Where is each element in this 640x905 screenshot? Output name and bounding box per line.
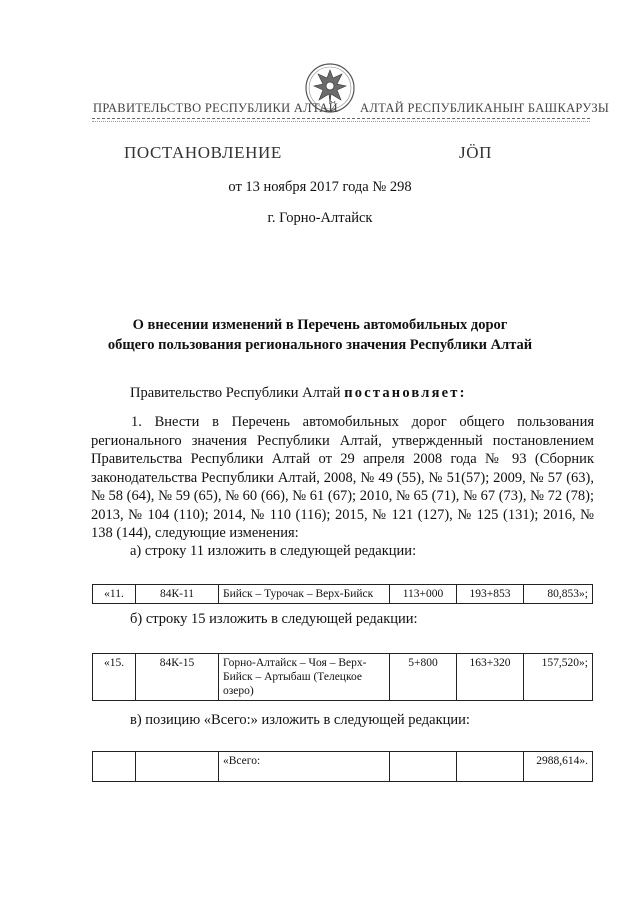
sub-item-c: в) позицию «Всего:» изложить в следующей редакции:	[130, 712, 470, 728]
title-line-1: О внесении изменений в Перечень автомобильных дорог	[132, 317, 508, 333]
cell-length: 157,520»;	[524, 654, 593, 701]
intro-text: Правительство Республики Алтай	[130, 385, 345, 401]
cell-code: 84К-15	[136, 654, 219, 701]
table-row	[93, 752, 593, 782]
cell-road-name: «Всего:	[219, 752, 390, 782]
header-divider	[92, 118, 590, 119]
cell-length: 2988,614».	[524, 752, 593, 782]
cell-length: 80,853»;	[524, 585, 593, 604]
intro-decree-word: постановляет:	[344, 385, 467, 401]
doc-type-russian: ПОСТАНОВЛЕНИЕ	[124, 143, 282, 162]
document-city: г. Горно-Алтайск	[267, 210, 373, 226]
title-line-2: общего пользования регионального значения Республики Алтай	[107, 337, 533, 353]
cell-end-km	[457, 752, 524, 782]
table-row	[93, 654, 593, 701]
document-title	[60, 315, 580, 355]
cell-code: 84К-11	[136, 585, 219, 604]
header-right-text: АЛТАЙ РЕСПУБЛИКАНЫҤ БАШКАРУЗЫ	[360, 101, 610, 115]
sub-item-a: а) строку 11 изложить в следующей редакции:	[130, 543, 417, 559]
paragraph-1: 1. Внести в Перечень автомобильных дорог общего пользования регионального значения Республики Алтай, утвержденный постановлением Правительства Республики Алтай от 29 апреля 2008 года № 93 (Сборник законодательства Республики Алтай, 2008, № 49 (55), № 51(57); 2009, № 57 (63), № 58 (64), № 59 (65), № 60 (66), № 61 (67); 2010, № 65 (71), № 67 (73), № 72 (78); 2013, № 104 (110); 2014, № 110 (116); 2015, № 121 (127), № 125 (131); 2016, № 138 (144), следующие изменения:	[91, 414, 594, 541]
cell-road-name: Горно-Алтайск – Чоя – Верх-Бийск – Артыбаш (Телецкое озеро)	[219, 654, 390, 701]
intro-line	[130, 385, 467, 402]
header-divider-secondary	[92, 121, 590, 122]
cell-end-km: 193+853	[457, 585, 524, 604]
table-row	[93, 585, 593, 604]
table-row-11	[92, 584, 593, 604]
cell-number: «11.	[93, 585, 136, 604]
cell-code	[136, 752, 219, 782]
table-row-total	[92, 751, 593, 782]
cell-end-km: 163+320	[457, 654, 524, 701]
cell-number: «15.	[93, 654, 136, 701]
doc-type-altai: ЈӦП	[459, 143, 492, 162]
sub-item-b: б) строку 15 изложить в следующей редакции:	[130, 611, 418, 627]
header-left-text: ПРАВИТЕЛЬСТВО РЕСПУБЛИКИ АЛТАЙ	[93, 101, 338, 115]
cell-start-km: 5+800	[390, 654, 457, 701]
cell-start-km: 113+000	[390, 585, 457, 604]
document-date: от 13 ноября 2017 года № 298	[228, 179, 412, 195]
cell-road-name: Бийск – Турочак – Верх-Бийск	[219, 585, 390, 604]
cell-number	[93, 752, 136, 782]
table-row-15	[92, 653, 593, 701]
cell-start-km	[390, 752, 457, 782]
